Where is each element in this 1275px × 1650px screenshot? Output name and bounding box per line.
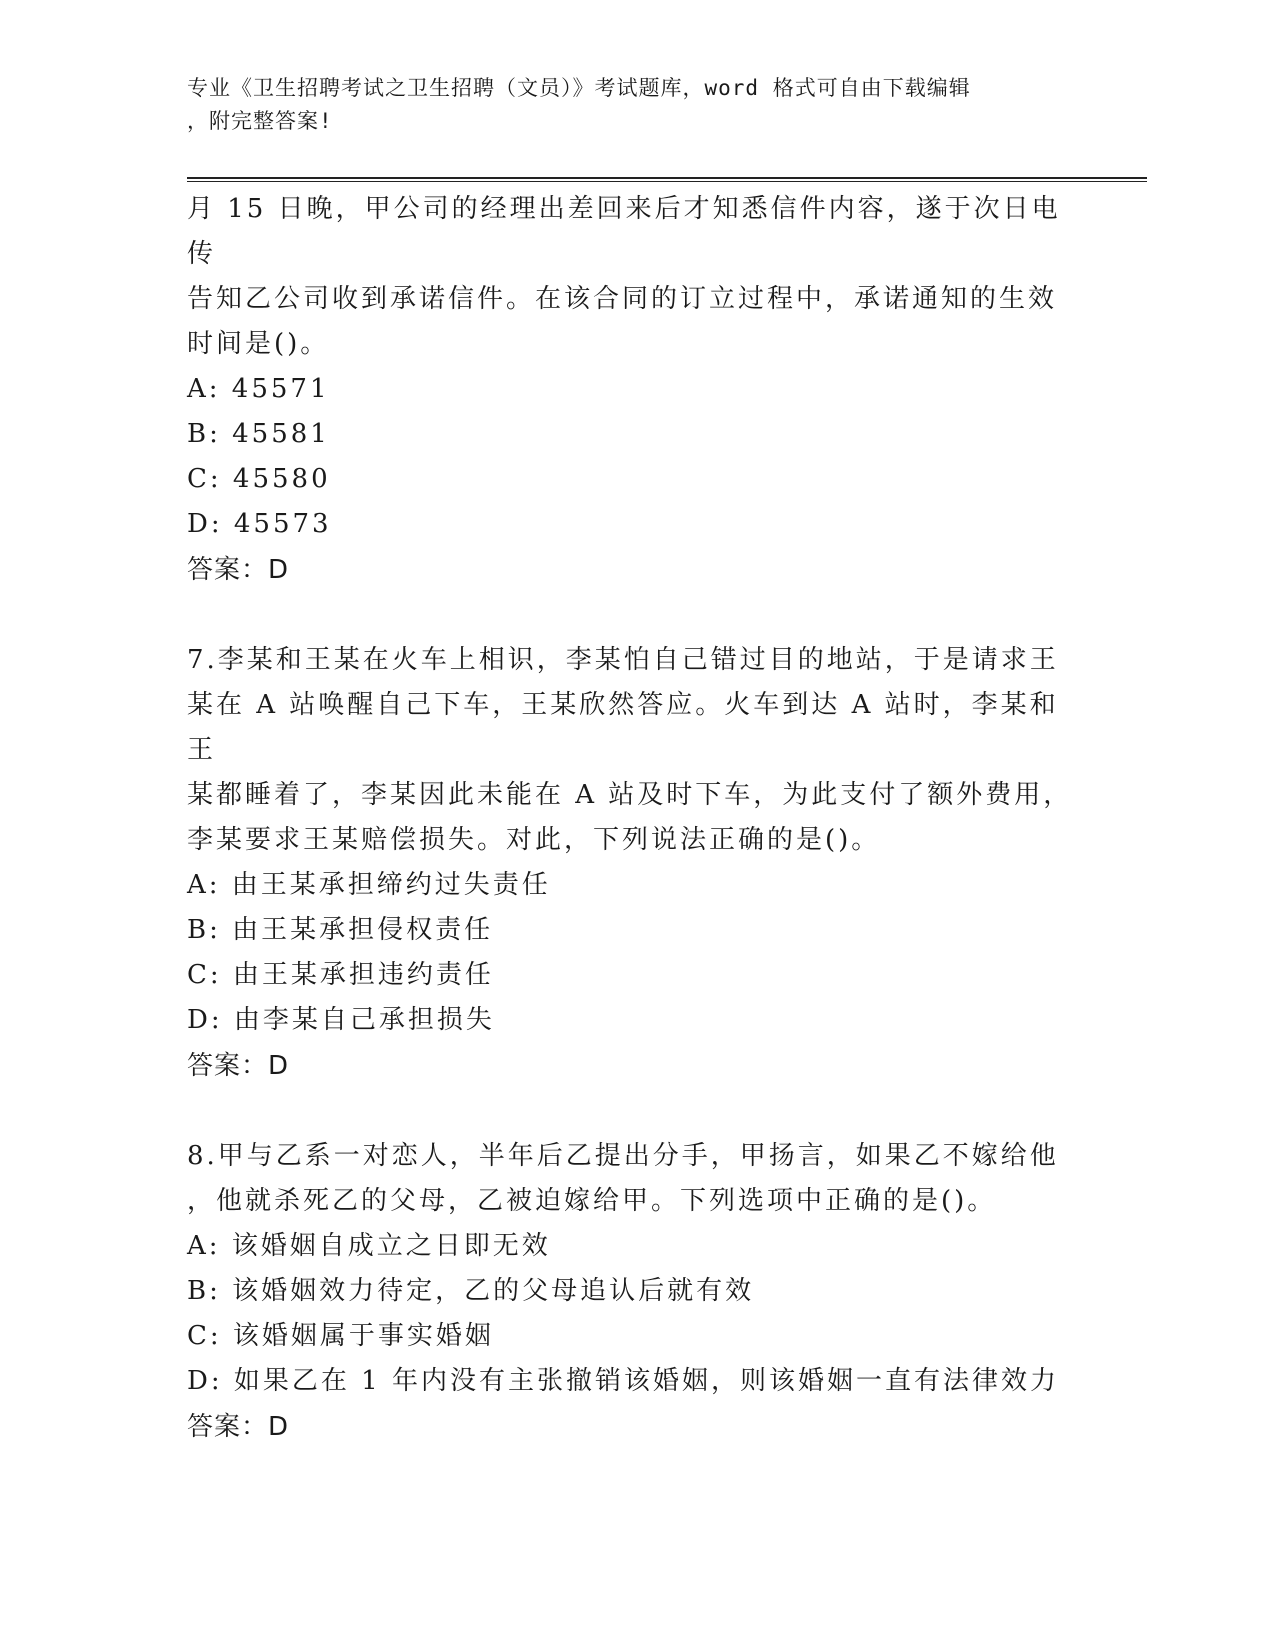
header-line-1: 专业《卫生招聘考试之卫生招聘（文员）》考试题库，word 格式可自由下载编辑 [187,76,971,100]
question-text-line: ，他就杀死乙的父母，乙被迫嫁给甲。下列选项中正确的是()。 [187,1186,997,1216]
question-text-line: 8.甲与乙系一对恋人，半年后乙提出分手，甲扬言，如果乙不嫁给他 [187,1141,1059,1171]
document-header [187,72,1067,138]
question-text-line: 告知乙公司收到承诺信件。在该合同的订立过程中，承诺通知的生效 [187,284,1058,314]
option-a: A: 该婚姻自成立之日即无效 [187,1231,551,1261]
option-c: C: 45580 [187,464,331,494]
option-b: B: 45581 [187,419,330,449]
header-divider [187,177,1147,182]
question-text-line: 7.李某和王某在火车上相识，李某怕自己错过目的地站，于是请求王 [187,645,1059,675]
option-d: D: 45573 [187,509,332,539]
question-8 [187,1134,1087,1450]
option-b: B: 该婚姻效力待定，乙的父母追认后就有效 [187,1276,755,1306]
option-c: C: 由王某承担违约责任 [187,960,494,990]
option-a: A: 由王某承担缔约过失责任 [187,870,551,900]
answer-line: 答案：D [187,1051,290,1081]
header-line-2: ，附完整答案! [187,109,333,133]
question-6 [187,187,1087,593]
question-text-line: 李某要求王某赔偿损失。对此，下列说法正确的是()。 [187,825,881,855]
question-text-line: 某都睡着了，李某因此未能在 A 站及时下车，为此支付了额外费用， [187,780,1073,810]
option-a: A: 45571 [187,374,330,404]
question-text-line: 时间是()。 [187,329,330,359]
option-d: D: 由李某自己承担损失 [187,1005,495,1035]
option-b: B: 由王某承担侵权责任 [187,915,494,945]
question-text-line: 某在 A 站唤醒自己下车，王某欣然答应。火车到达 A 站时，李某和王 [187,690,1059,765]
answer-line: 答案：D [187,555,290,585]
spacer [187,593,1087,638]
option-d: D: 如果乙在 1 年内没有主张撤销该婚姻，则该婚姻一直有法律效力 [187,1366,1059,1396]
question-7 [187,638,1087,1089]
spacer [187,1089,1087,1134]
question-list [187,187,1087,1450]
option-c: C: 该婚姻属于事实婚姻 [187,1321,494,1351]
question-text-line: 月 15 日晚，甲公司的经理出差回来后才知悉信件内容，遂于次日电传 [187,194,1061,269]
answer-line: 答案：D [187,1412,290,1442]
